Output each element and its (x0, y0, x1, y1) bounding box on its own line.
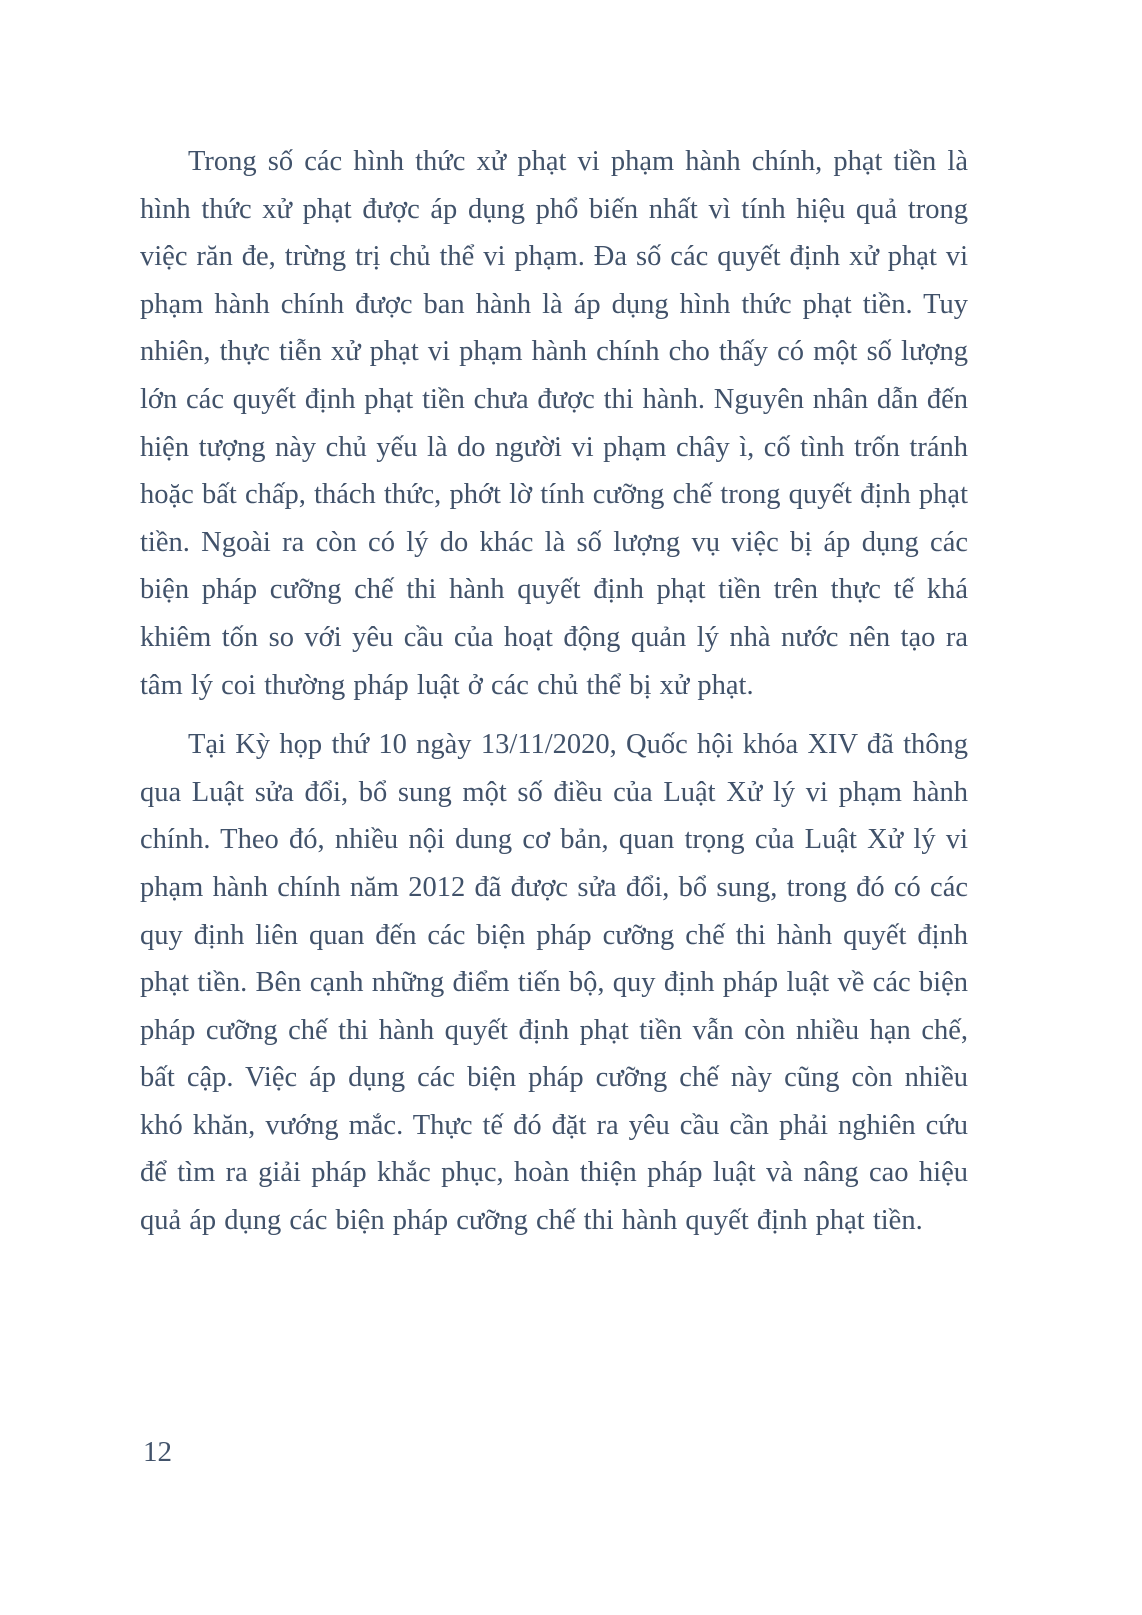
paragraph-2: Tại Kỳ họp thứ 10 ngày 13/11/2020, Quốc hội khóa XIV đã thông qua Luật sửa đổi, bổ sung một số điều của Luật Xử lý vi phạm hành chính. Theo đó, nhiều nội dung cơ bản, quan trọng của Luật Xử lý vi phạm hành chính năm 2012 đã được sửa đổi, bổ sung, trong đó có các quy định liên quan đến các biện pháp cưỡng chế thi hành quyết định phạt tiền. Bên cạnh những điểm tiến bộ, quy định pháp luật về các biện pháp cưỡng chế thi hành quyết định phạt tiền vẫn còn nhiều hạn chế, bất cập. Việc áp dụng các biện pháp cưỡng chế này cũng còn nhiều khó khăn, vướng mắc. Thực tế đó đặt ra yêu cầu cần phải nghiên cứu để tìm ra giải pháp khắc phục, hoàn thiện pháp luật và nâng cao hiệu quả áp dụng các biện pháp cưỡng chế thi hành quyết định phạt tiền. (140, 729, 968, 1237)
page-number: 12 (143, 1436, 172, 1468)
page-content (140, 138, 968, 1245)
paragraph-1: Trong số các hình thức xử phạt vi phạm hành chính, phạt tiền là hình thức xử phạt được áp dụng phổ biến nhất vì tính hiệu quả trong việc răn đe, trừng trị chủ thể vi phạm. Đa số các quyết định xử phạt vi phạm hành chính được ban hành là áp dụng hình thức phạt tiền. Tuy nhiên, thực tiễn xử phạt vi phạm hành chính cho thấy có một số lượng lớn các quyết định phạt tiền chưa được thi hành. Nguyên nhân dẫn đến hiện tượng này chủ yếu là do người vi phạm chây ì, cố tình trốn tránh hoặc bất chấp, thách thức, phớt lờ tính cưỡng chế trong quyết định phạt tiền. Ngoài ra còn có lý do khác là số lượng vụ việc bị áp dụng các biện pháp cưỡng chế thi hành quyết định phạt tiền trên thực tế khá khiêm tốn so với yêu cầu của hoạt động quản lý nhà nước nên tạo ra tâm lý coi thường pháp luật ở các chủ thể bị xử phạt. (140, 146, 968, 701)
